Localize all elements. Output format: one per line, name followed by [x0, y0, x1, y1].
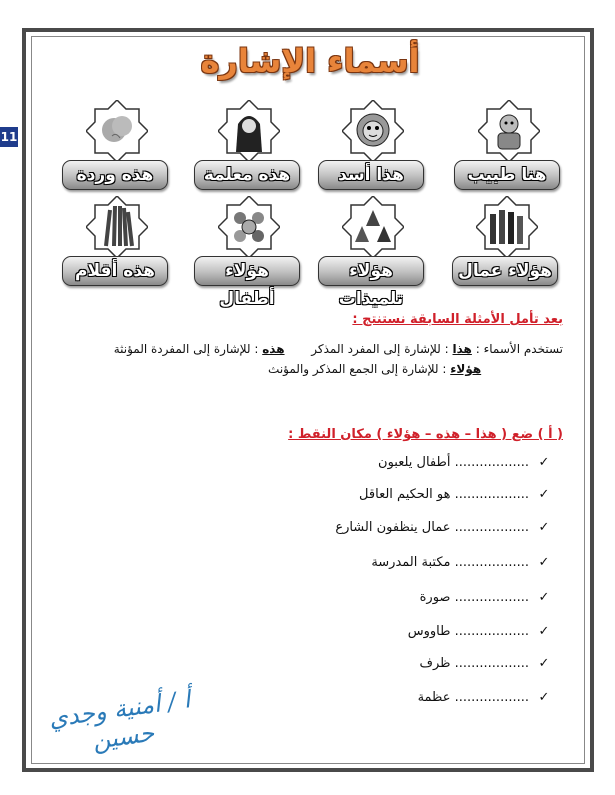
- word-hatha: هذا: [452, 342, 472, 356]
- haulai-description: : للإشارة إلى الجمع المذكر والمؤنث: [268, 362, 447, 376]
- example-card-schoolgirls: [318, 196, 428, 309]
- exercise-item-text: مكتبة المدرسة: [371, 555, 451, 570]
- doctor-icon: [478, 100, 540, 162]
- check-icon: ✓: [538, 624, 550, 639]
- example-label-schoolgirls: هؤلاء تلميذات: [318, 256, 424, 286]
- teacher-icon: [218, 100, 280, 162]
- exercise-item-text: عظمة: [417, 690, 451, 705]
- exercise-item: [371, 555, 553, 570]
- pencils-icon: [86, 196, 148, 258]
- check-icon: ✓: [538, 656, 550, 671]
- check-icon: ✓: [538, 455, 550, 470]
- check-icon: ✓: [538, 590, 550, 605]
- check-icon: ✓: [538, 555, 550, 570]
- exercise-item-text: عمال ينظفون الشارع: [335, 520, 451, 535]
- example-label-lion: هذا أسد: [318, 160, 424, 190]
- example-card-workers: [452, 196, 562, 296]
- exercise-item-text: أطفال يلعبون: [378, 455, 451, 470]
- example-card-lion: [318, 100, 428, 200]
- workers-icon: [476, 196, 538, 258]
- blank-dots[interactable]: ..................: [454, 487, 529, 502]
- check-icon: ✓: [538, 487, 550, 502]
- lion-icon: [342, 100, 404, 162]
- exercise-item: [419, 656, 553, 671]
- example-label-doctor: هنا طبيب: [454, 160, 560, 190]
- exercise-item: [418, 690, 553, 705]
- example-label-pencils: هذه أقلام: [62, 256, 168, 286]
- exercise-item: [335, 520, 553, 535]
- exercise-item-text: طاووس: [407, 624, 451, 639]
- blank-dots[interactable]: ..................: [454, 455, 529, 470]
- check-icon: ✓: [538, 520, 550, 535]
- example-label-workers: هؤلاء عمال: [452, 256, 558, 286]
- hatha-description: : للإشارة إلى المفرد المذكر: [311, 342, 449, 356]
- exercise-item: [359, 487, 553, 502]
- example-label-teacher: هذه معلمة: [194, 160, 300, 190]
- page-number-badge: 11: [0, 127, 18, 147]
- conclusion-line-2: [268, 362, 563, 376]
- example-card-doctor: [454, 100, 564, 200]
- example-card-teacher: [194, 100, 304, 200]
- conclusion-line-1: [114, 342, 563, 356]
- blank-dots[interactable]: ..................: [454, 624, 529, 639]
- word-haulai: هؤلاء: [450, 362, 482, 376]
- page-title: أسماء الإشارة: [200, 42, 420, 80]
- exercise-item: [408, 624, 553, 639]
- rose-icon: [86, 100, 148, 162]
- blank-dots[interactable]: ..................: [454, 690, 529, 705]
- schoolgirls-icon: [342, 196, 404, 258]
- example-label-children: هؤلاء أطفال: [194, 256, 300, 286]
- conclusion-prefix: تستخدم الأسماء :: [475, 342, 563, 356]
- hathihi-description: : للإشارة إلى المفردة المؤنثة: [113, 342, 259, 356]
- exercise-item-text: هو الحكيم العاقل: [359, 487, 451, 502]
- word-hathihi: هذه: [262, 342, 285, 356]
- children-icon: [218, 196, 280, 258]
- exercise-heading: ( أ ) ضع ( هذا – هذه – هؤلاء ) مكان النقط :: [288, 427, 563, 442]
- example-card-rose: [62, 100, 172, 200]
- example-card-children: [194, 196, 304, 309]
- exercise-item-text: ظرف: [419, 656, 451, 671]
- teacher-signature: أ / أمنية وجدي حسين: [47, 685, 192, 755]
- exercise-item: [378, 455, 553, 470]
- example-card-pencils: [62, 196, 172, 296]
- check-icon: ✓: [538, 690, 550, 705]
- blank-dots[interactable]: ..................: [454, 656, 529, 671]
- blank-dots[interactable]: ..................: [454, 520, 529, 535]
- exercise-item: [420, 590, 553, 605]
- blank-dots[interactable]: ..................: [454, 590, 529, 605]
- example-label-rose: هذه وردة: [62, 160, 168, 190]
- blank-dots[interactable]: ..................: [454, 555, 529, 570]
- exercise-item-text: صورة: [419, 590, 451, 605]
- conclusion-heading: بعد تأمل الأمثلة السابقة نستنتج :: [352, 312, 563, 327]
